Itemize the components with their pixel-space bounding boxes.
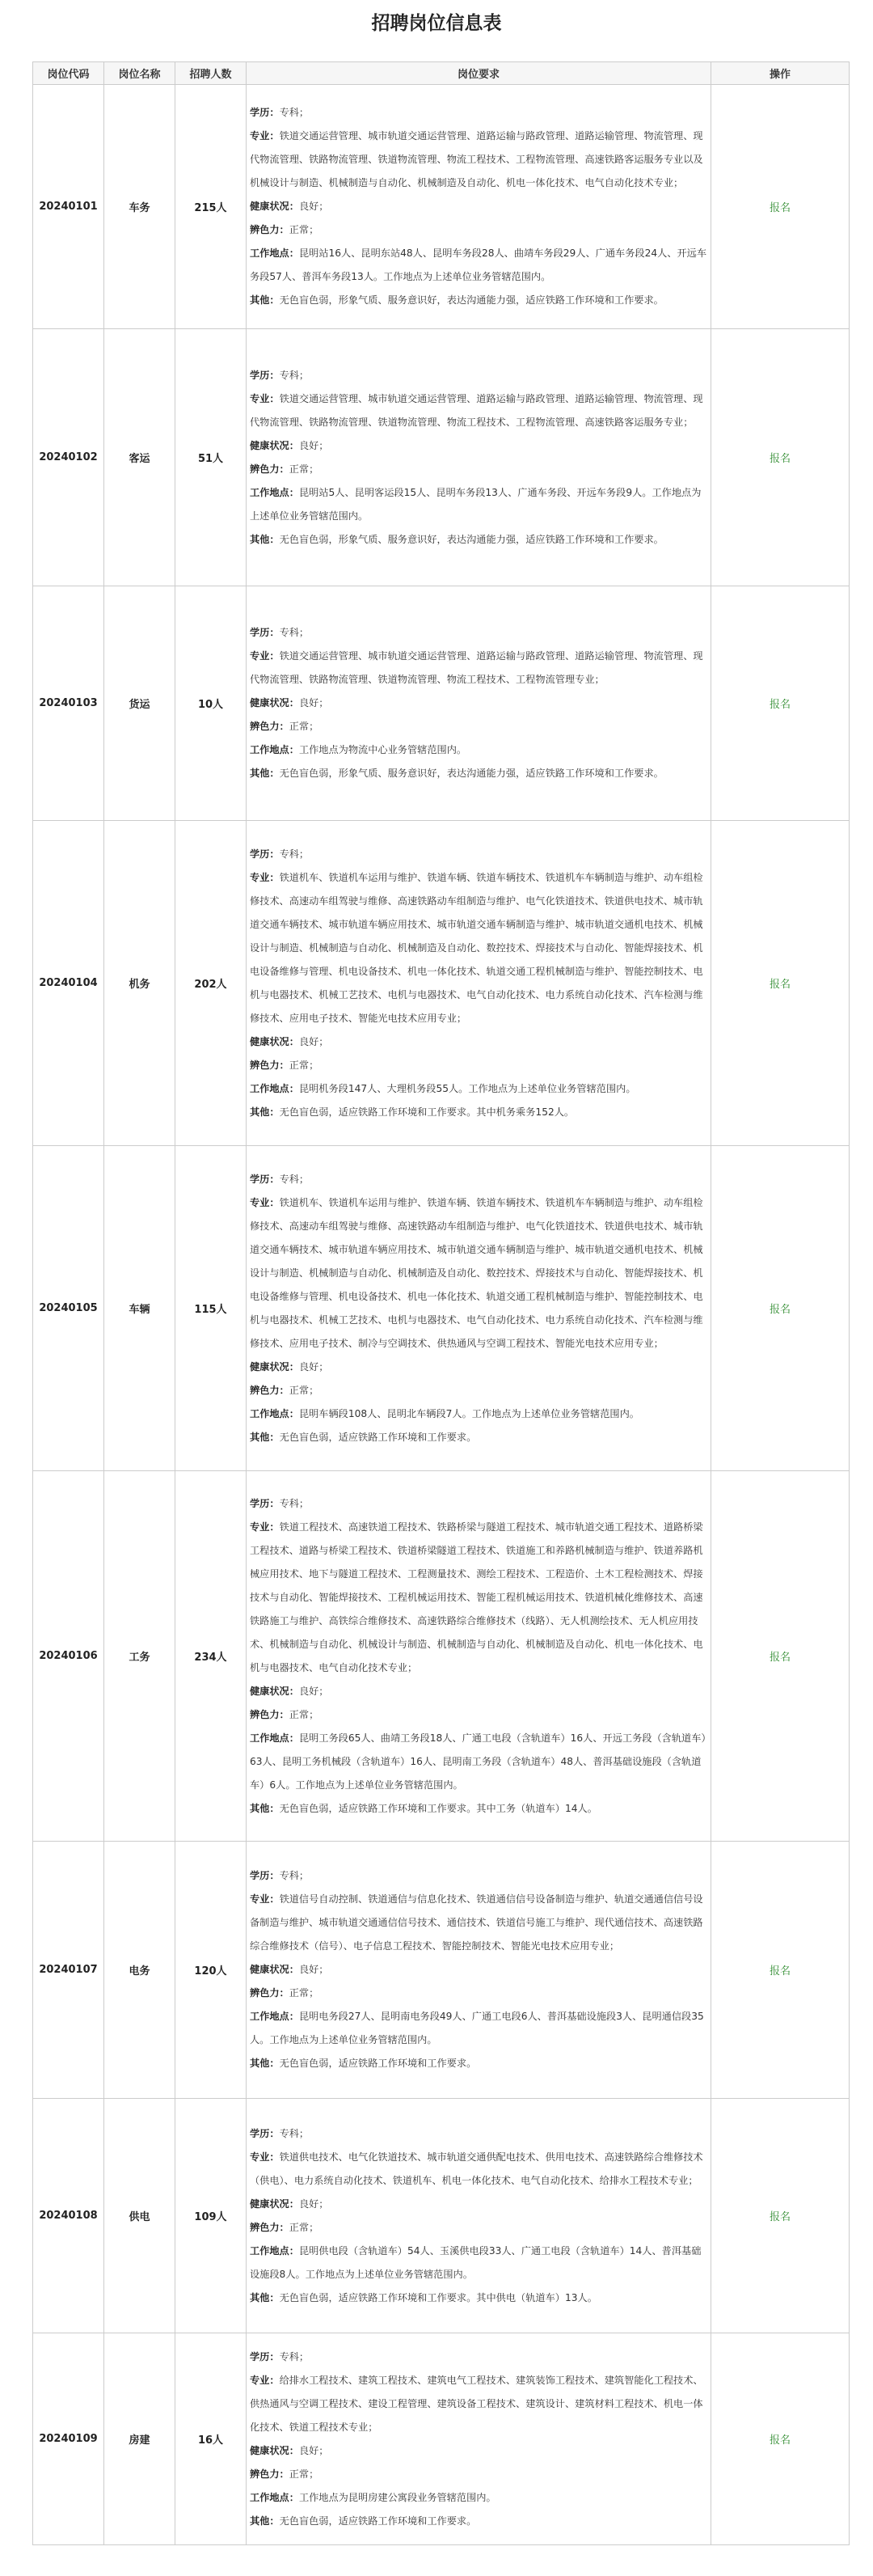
table-row — [33, 85, 850, 329]
apply-link[interactable]: 报名 — [769, 202, 791, 214]
job-code: 20240102 — [33, 329, 104, 586]
requirement-label: 学历： — [250, 2127, 280, 2139]
table-row — [33, 821, 850, 1146]
requirement-label: 工作地点： — [250, 2244, 299, 2257]
requirement-value: 昆明工务段65人、曲靖工务段18人、广通工电段（含轨道车）16人、开远工务段（含轨道车）63人、昆明工务机械段（含轨道车）16人、昆明南工务段（含轨道车）48人、普洱基础设施段（含轨道车）6人。工作地点为上述单位业务管辖范围内。 — [250, 1732, 706, 1791]
requirement-value: 给排水工程技术、建筑工程技术、建筑电气工程技术、建筑装饰工程技术、建筑智能化工程技术、供热通风与空调工程技术、建设工程管理、建筑设备工程技术、建筑设计、建筑材料工程技术、机电一体化技术、铁道工程技术专业； — [250, 2374, 703, 2433]
job-name: 车务 — [104, 85, 175, 329]
requirement-other — [250, 289, 707, 312]
job-name: 供电 — [104, 2099, 175, 2333]
job-requirements — [247, 586, 711, 821]
requirement-label: 辨色力： — [250, 721, 289, 732]
action-cell — [711, 85, 850, 329]
apply-link[interactable]: 报名 — [769, 979, 791, 991]
recruitment-table — [32, 61, 850, 2545]
action-cell — [711, 2099, 850, 2333]
job-requirements — [247, 1842, 711, 2099]
job-code: 20240101 — [33, 85, 104, 329]
requirement-value: 良好； — [298, 1685, 329, 1697]
table-row — [33, 2099, 850, 2333]
requirement-label: 其他： — [250, 1106, 280, 1118]
requirement-label: 辨色力： — [250, 1384, 289, 1396]
requirement-label: 专业： — [250, 1521, 280, 1533]
requirement-label: 学历： — [250, 369, 280, 381]
requirement-edu — [250, 1864, 707, 1888]
job-name: 客运 — [104, 329, 175, 586]
action-cell — [711, 586, 850, 821]
job-name: 工务 — [104, 1471, 175, 1842]
requirement-label: 健康状况： — [250, 2197, 299, 2210]
requirement-label: 学历： — [250, 848, 280, 860]
requirement-edu — [250, 843, 707, 866]
requirement-value: 无色盲色弱，适应铁路工作环境和工作要求。 — [279, 2515, 477, 2527]
requirement-edu — [250, 621, 707, 645]
header-requirements: 岗位要求 — [247, 62, 711, 85]
requirement-color — [250, 1703, 707, 1727]
requirement-other — [250, 2286, 707, 2310]
requirement-value: 专科； — [279, 1173, 310, 1185]
apply-link[interactable]: 报名 — [769, 1304, 791, 1316]
action-cell — [711, 329, 850, 586]
requirement-other — [250, 1101, 707, 1124]
requirement-major — [250, 866, 707, 1030]
requirement-health — [250, 1030, 707, 1054]
requirement-label: 工作地点： — [250, 2011, 299, 2022]
requirement-value: 正常； — [289, 1987, 319, 1999]
requirement-value: 良好； — [298, 1964, 329, 1975]
requirement-color — [250, 1982, 707, 2005]
job-requirements — [247, 2099, 711, 2333]
requirement-label: 学历： — [250, 1497, 280, 1509]
requirement-label: 工作地点： — [250, 247, 299, 259]
requirement-label: 学历： — [250, 107, 280, 118]
requirement-place — [250, 738, 707, 762]
requirement-value: 专科； — [279, 107, 310, 118]
requirement-health — [250, 692, 707, 715]
requirement-other — [250, 762, 707, 785]
requirement-color — [250, 2216, 707, 2240]
requirement-label: 专业： — [250, 2374, 280, 2386]
job-code: 20240108 — [33, 2099, 104, 2333]
requirement-color — [250, 2463, 707, 2486]
requirement-label: 工作地点： — [250, 744, 299, 755]
requirement-health — [250, 1958, 707, 1982]
table-row — [33, 586, 850, 821]
requirement-value: 专科； — [279, 2127, 310, 2139]
requirement-other — [250, 2052, 707, 2075]
requirement-label: 工作地点： — [250, 486, 299, 498]
requirement-major — [250, 1888, 707, 1958]
requirement-label: 辨色力： — [250, 1059, 289, 1071]
action-cell — [711, 2333, 850, 2545]
requirement-edu — [250, 2122, 707, 2146]
requirement-other — [250, 1797, 707, 1821]
header-count: 招聘人数 — [175, 62, 247, 85]
requirement-value: 正常； — [289, 224, 319, 235]
action-cell — [711, 1146, 850, 1471]
job-code: 20240105 — [33, 1146, 104, 1471]
requirement-value: 正常； — [289, 721, 319, 732]
requirement-health — [250, 2193, 707, 2216]
job-requirements — [247, 1146, 711, 1471]
requirement-value: 铁道机车、铁道机车运用与维护、铁道车辆、铁道车辆技术、铁道机车车辆制造与维护、动车组检修技术、高速动车组驾驶与维修、高速铁路动车组制造与维护、电气化铁道技术、铁道供电技术、城市轨道交通车辆技术、城市轨道车辆应用技术、城市轨道交通车辆制造与维护、城市轨道交通机电技术、机械设计与制造、机械制造与自动化、机械制造及自动化、数控技术、焊接技术与自动化、智能焊接技术、机电设备维修与管理、机电设备技术、机电一体化技术、轨道交通工程机械制造与维护、智能控制技术、电机与电器技术、机械工艺技术、电机与电器技术、电气自动化技术、电力系统自动化技术、汽车检测与维修技术、应用电子技术、制冷与空调技术、供热通风与空调工程技术、智能光电技术应用专业； — [250, 1196, 703, 1349]
requirement-other — [250, 2510, 707, 2533]
job-requirements — [247, 85, 711, 329]
requirement-label: 其他： — [250, 1802, 280, 1814]
requirement-label: 辨色力： — [250, 1987, 289, 1999]
requirement-major — [250, 125, 707, 195]
requirement-other — [250, 1426, 707, 1449]
requirement-place — [250, 481, 707, 528]
requirement-value: 铁道交通运营管理、城市轨道交通运营管理、道路运输与路政管理、道路运输管理、物流管理、现代物流管理、铁路物流管理、铁道物流管理、物流工程技术、工程物流管理、高速铁路客运服务专业； — [250, 392, 703, 428]
requirement-value: 昆明电务段27人、昆明南电务段49人、广通工电段6人、普洱基础设施段3人、昆明通信段35人。工作地点为上述单位业务管辖范围内。 — [250, 2011, 704, 2045]
requirement-label: 学历： — [250, 2350, 280, 2362]
requirement-color — [250, 218, 707, 242]
apply-link[interactable]: 报名 — [769, 1652, 791, 1664]
job-name: 货运 — [104, 586, 175, 821]
table-header-row — [33, 62, 850, 85]
requirement-major — [250, 645, 707, 692]
requirement-major — [250, 2146, 707, 2193]
requirement-value: 无色盲色弱，适应铁路工作环境和工作要求。其中工务（轨道车）14人。 — [279, 1802, 597, 1814]
job-name: 机务 — [104, 821, 175, 1146]
requirement-value: 铁道工程技术、高速铁道工程技术、铁路桥梁与隧道工程技术、城市轨道交通工程技术、道路桥梁工程技术、道路与桥梁工程技术、铁道桥梁隧道工程技术、铁道施工和养路机械制造与维护、铁道养路机械应用技术、地下与隧道工程技术、工程测量技术、测绘工程技术、工程造价、土木工程检测技术、焊接技术与自动化、智能焊接技术、工程机械运用技术、智能工程机械运用技术、铁道机械化维修技术、高速铁路施工与维护、高铁综合维修技术、高速铁路综合维修技术（线路）、无人机测绘技术、无人机应用技术、机械制造与自动化、机械设计与制造、机械制造与自动化、机械制造及自动化、机电一体化技术、电机与电器技术、电气自动化技术专业； — [250, 1521, 703, 1673]
requirement-value: 正常； — [289, 463, 319, 475]
requirement-label: 其他： — [250, 2291, 280, 2303]
requirement-label: 其他： — [250, 294, 280, 306]
requirement-label: 其他： — [250, 1431, 280, 1443]
job-requirements — [247, 329, 711, 586]
requirement-value: 无色盲色弱，形象气质、服务意识好，表达沟通能力强，适应铁路工作环境和工作要求。 — [279, 533, 664, 545]
requirement-color — [250, 1054, 707, 1077]
requirement-value: 昆明站5人、昆明客运段15人、昆明车务段13人、广通车务段、开远车务段9人。工作地点为上述单位业务管辖范围内。 — [250, 486, 702, 522]
requirement-major — [250, 2369, 707, 2439]
requirement-value: 正常； — [289, 2221, 319, 2233]
requirement-label: 专业： — [250, 392, 280, 404]
requirement-place — [250, 2240, 707, 2286]
job-count: 234人 — [175, 1471, 247, 1842]
requirement-value: 专科； — [279, 1870, 310, 1881]
requirement-value: 铁道供电技术、电气化铁道技术、城市轨道交通供配电技术、供用电技术、高速铁路综合维修技术（供电）、电力系统自动化技术、铁道机车、机电一体化技术、电气自动化技术、给排水工程技术专业； — [250, 2151, 703, 2186]
requirement-value: 铁道交通运营管理、城市轨道交通运营管理、道路运输与路政管理、道路运输管理、物流管理、现代物流管理、铁路物流管理、铁道物流管理、物流工程技术、工程物流管理、高速铁路客运服务专业以及机械设计与制造、机械制造与自动化、机械制造及自动化、机电一体化技术、电气自动化技术专业； — [250, 130, 703, 188]
requirement-value: 正常； — [289, 1708, 319, 1720]
job-code: 20240104 — [33, 821, 104, 1146]
requirement-label: 工作地点： — [250, 1732, 299, 1744]
action-cell — [711, 1842, 850, 2099]
table-row — [33, 2333, 850, 2545]
requirement-value: 良好； — [298, 439, 329, 451]
requirement-value: 铁道机车、铁道机车运用与维护、铁道车辆、铁道车辆技术、铁道机车车辆制造与维护、动车组检修技术、高速动车组驾驶与维修、高速铁路动车组制造与维护、电气化铁道技术、铁道供电技术、城市轨道交通车辆技术、城市轨道车辆应用技术、城市轨道交通车辆制造与维护、城市轨道交通机电技术、机械设计与制造、机械制造与自动化、机械制造及自动化、数控技术、焊接技术与自动化、智能焊接技术、机电设备维修与管理、机电设备技术、机电一体化技术、轨道交通工程机械制造与维护、智能控制技术、电机与电器技术、机械工艺技术、电机与电器技术、电气自动化技术、电力系统自动化技术、汽车检测与维修技术、应用电子技术、智能光电技术应用专业； — [250, 871, 703, 1024]
requirement-value: 铁道交通运营管理、城市轨道交通运营管理、道路运输与路政管理、道路运输管理、物流管理、现代物流管理、铁路物流管理、铁道物流管理、物流工程技术、工程物流管理专业； — [250, 650, 703, 685]
requirement-edu — [250, 1168, 707, 1191]
requirement-value: 专科； — [279, 1497, 310, 1509]
requirement-value: 良好； — [298, 2197, 329, 2210]
job-requirements — [247, 821, 711, 1146]
job-count: 115人 — [175, 1146, 247, 1471]
requirement-label: 健康状况： — [250, 1964, 299, 1975]
job-requirements — [247, 1471, 711, 1842]
requirement-value: 工作地点为昆明房建公寓段业务管辖范围内。 — [298, 2491, 496, 2503]
requirement-label: 辨色力： — [250, 1708, 289, 1720]
job-count: 215人 — [175, 85, 247, 329]
requirement-label: 健康状况： — [250, 1360, 299, 1373]
requirement-label: 辨色力： — [250, 463, 289, 475]
requirement-value: 无色盲色弱，适应铁路工作环境和工作要求。 — [279, 2058, 477, 2069]
requirement-edu — [250, 364, 707, 387]
requirement-label: 辨色力： — [250, 2468, 289, 2480]
requirement-label: 专业： — [250, 1893, 280, 1905]
requirement-value: 无色盲色弱，适应铁路工作环境和工作要求。 — [279, 1431, 477, 1443]
job-count: 10人 — [175, 586, 247, 821]
job-count: 202人 — [175, 821, 247, 1146]
requirement-place — [250, 2486, 707, 2510]
job-count: 16人 — [175, 2333, 247, 2545]
job-count: 51人 — [175, 329, 247, 586]
requirement-place — [250, 2005, 707, 2052]
apply-link[interactable]: 报名 — [769, 2211, 791, 2223]
requirement-label: 专业： — [250, 650, 280, 662]
requirement-label: 其他： — [250, 2515, 280, 2527]
requirement-value: 铁道信号自动控制、铁道通信与信息化技术、铁道通信信号设备制造与维护、轨道交通通信信号设备制造与维护、城市轨道交通通信信号技术、通信技术、铁道信号施工与维护、现代通信技术、高速铁路综合维修技术（信号）、电子信息工程技术、智能控制技术、智能光电技术应用专业； — [250, 1893, 703, 1952]
requirement-label: 专业： — [250, 871, 280, 883]
page-title: 招聘岗位信息表 — [371, 13, 502, 34]
requirement-value: 良好； — [298, 1360, 329, 1373]
job-count: 109人 — [175, 2099, 247, 2333]
job-requirements — [247, 2333, 711, 2545]
requirement-label: 健康状况： — [250, 1035, 299, 1047]
apply-link[interactable]: 报名 — [769, 2434, 791, 2447]
requirement-label: 学历： — [250, 1870, 280, 1881]
requirement-health — [250, 1680, 707, 1703]
requirement-place — [250, 1402, 707, 1426]
requirement-value: 无色盲色弱，适应铁路工作环境和工作要求。其中机务乘务152人。 — [279, 1106, 575, 1118]
requirement-label: 工作地点： — [250, 1082, 299, 1094]
requirement-place — [250, 242, 707, 289]
requirement-place — [250, 1077, 707, 1101]
table-row — [33, 1146, 850, 1471]
requirement-major — [250, 1191, 707, 1356]
requirement-edu — [250, 2345, 707, 2369]
requirement-major — [250, 387, 707, 434]
requirement-label: 健康状况： — [250, 1685, 299, 1697]
apply-link[interactable]: 报名 — [769, 699, 791, 711]
requirement-label: 其他： — [250, 533, 280, 545]
requirement-value: 良好； — [298, 697, 329, 709]
requirement-color — [250, 458, 707, 481]
requirement-color — [250, 715, 707, 738]
requirement-value: 良好； — [298, 1035, 329, 1047]
header-code: 岗位代码 — [33, 62, 104, 85]
job-count: 120人 — [175, 1842, 247, 2099]
requirement-health — [250, 2439, 707, 2463]
requirement-label: 健康状况： — [250, 697, 299, 709]
requirement-value: 正常； — [289, 2468, 319, 2480]
requirement-value: 昆明车辆段108人、昆明北车辆段7人。工作地点为上述单位业务管辖范围内。 — [298, 1407, 639, 1419]
job-name: 电务 — [104, 1842, 175, 2099]
requirement-value: 专科； — [279, 2350, 310, 2362]
requirement-edu — [250, 101, 707, 125]
requirement-value: 工作地点为物流中心业务管辖范围内。 — [298, 744, 467, 755]
requirement-place — [250, 1727, 707, 1797]
requirement-value: 正常； — [289, 1384, 319, 1396]
job-code: 20240109 — [33, 2333, 104, 2545]
requirement-value: 专科； — [279, 848, 310, 860]
requirement-label: 学历： — [250, 627, 280, 638]
requirement-other — [250, 528, 707, 552]
action-cell — [711, 1471, 850, 1842]
requirement-health — [250, 1356, 707, 1379]
requirement-value: 无色盲色弱，形象气质、服务意识好，表达沟通能力强，适应铁路工作环境和工作要求。 — [279, 768, 664, 779]
requirement-label: 辨色力： — [250, 224, 289, 235]
requirement-color — [250, 1379, 707, 1402]
requirement-label: 辨色力： — [250, 2221, 289, 2233]
requirement-label: 健康状况： — [250, 201, 299, 212]
requirement-major — [250, 1516, 707, 1680]
requirement-edu — [250, 1492, 707, 1516]
requirement-health — [250, 195, 707, 218]
table-row — [33, 1471, 850, 1842]
job-code: 20240103 — [33, 586, 104, 821]
requirement-label: 学历： — [250, 1173, 280, 1185]
requirement-value: 昆明站16人、昆明东站48人、昆明车务段28人、曲靖车务段29人、广通车务段24人、开远车务段57人、普洱车务段13人。工作地点为上述单位业务管辖范围内。 — [250, 247, 707, 282]
requirement-value: 无色盲色弱，适应铁路工作环境和工作要求。其中供电（轨道车）13人。 — [279, 2291, 597, 2303]
table-row — [33, 329, 850, 586]
job-code: 20240106 — [33, 1471, 104, 1842]
requirement-value: 专科； — [279, 369, 310, 381]
requirement-value: 昆明供电段（含轨道车）54人、玉溪供电段33人、广通工电段（含轨道车）14人、普洱基础设施段8人。工作地点为上述单位业务管辖范围内。 — [250, 2244, 702, 2280]
job-name: 车辆 — [104, 1146, 175, 1471]
requirement-value: 无色盲色弱，形象气质、服务意识好，表达沟通能力强，适应铁路工作环境和工作要求。 — [279, 294, 664, 306]
apply-link[interactable]: 报名 — [769, 1965, 791, 1977]
requirement-label: 专业： — [250, 1196, 280, 1208]
requirement-label: 工作地点： — [250, 2491, 299, 2503]
table-row — [33, 1842, 850, 2099]
header-action: 操作 — [711, 62, 850, 85]
requirement-health — [250, 434, 707, 458]
requirement-value: 良好； — [298, 201, 329, 212]
requirement-label: 专业： — [250, 130, 280, 142]
requirement-label: 专业： — [250, 2151, 280, 2163]
requirement-label: 工作地点： — [250, 1407, 299, 1419]
apply-link[interactable]: 报名 — [769, 453, 791, 465]
action-cell — [711, 821, 850, 1146]
requirement-label: 健康状况： — [250, 2444, 299, 2456]
requirement-label: 其他： — [250, 2058, 280, 2069]
job-code: 20240107 — [33, 1842, 104, 2099]
job-name: 房建 — [104, 2333, 175, 2545]
requirement-value: 正常； — [289, 1059, 319, 1071]
requirement-value: 良好； — [298, 2444, 329, 2456]
header-name: 岗位名称 — [104, 62, 175, 85]
requirement-label: 健康状况： — [250, 439, 299, 451]
requirement-value: 昆明机务段147人、大理机务段55人。工作地点为上述单位业务管辖范围内。 — [298, 1082, 636, 1094]
requirement-label: 其他： — [250, 768, 280, 779]
requirement-value: 专科； — [279, 627, 310, 638]
table-body — [33, 85, 850, 2545]
